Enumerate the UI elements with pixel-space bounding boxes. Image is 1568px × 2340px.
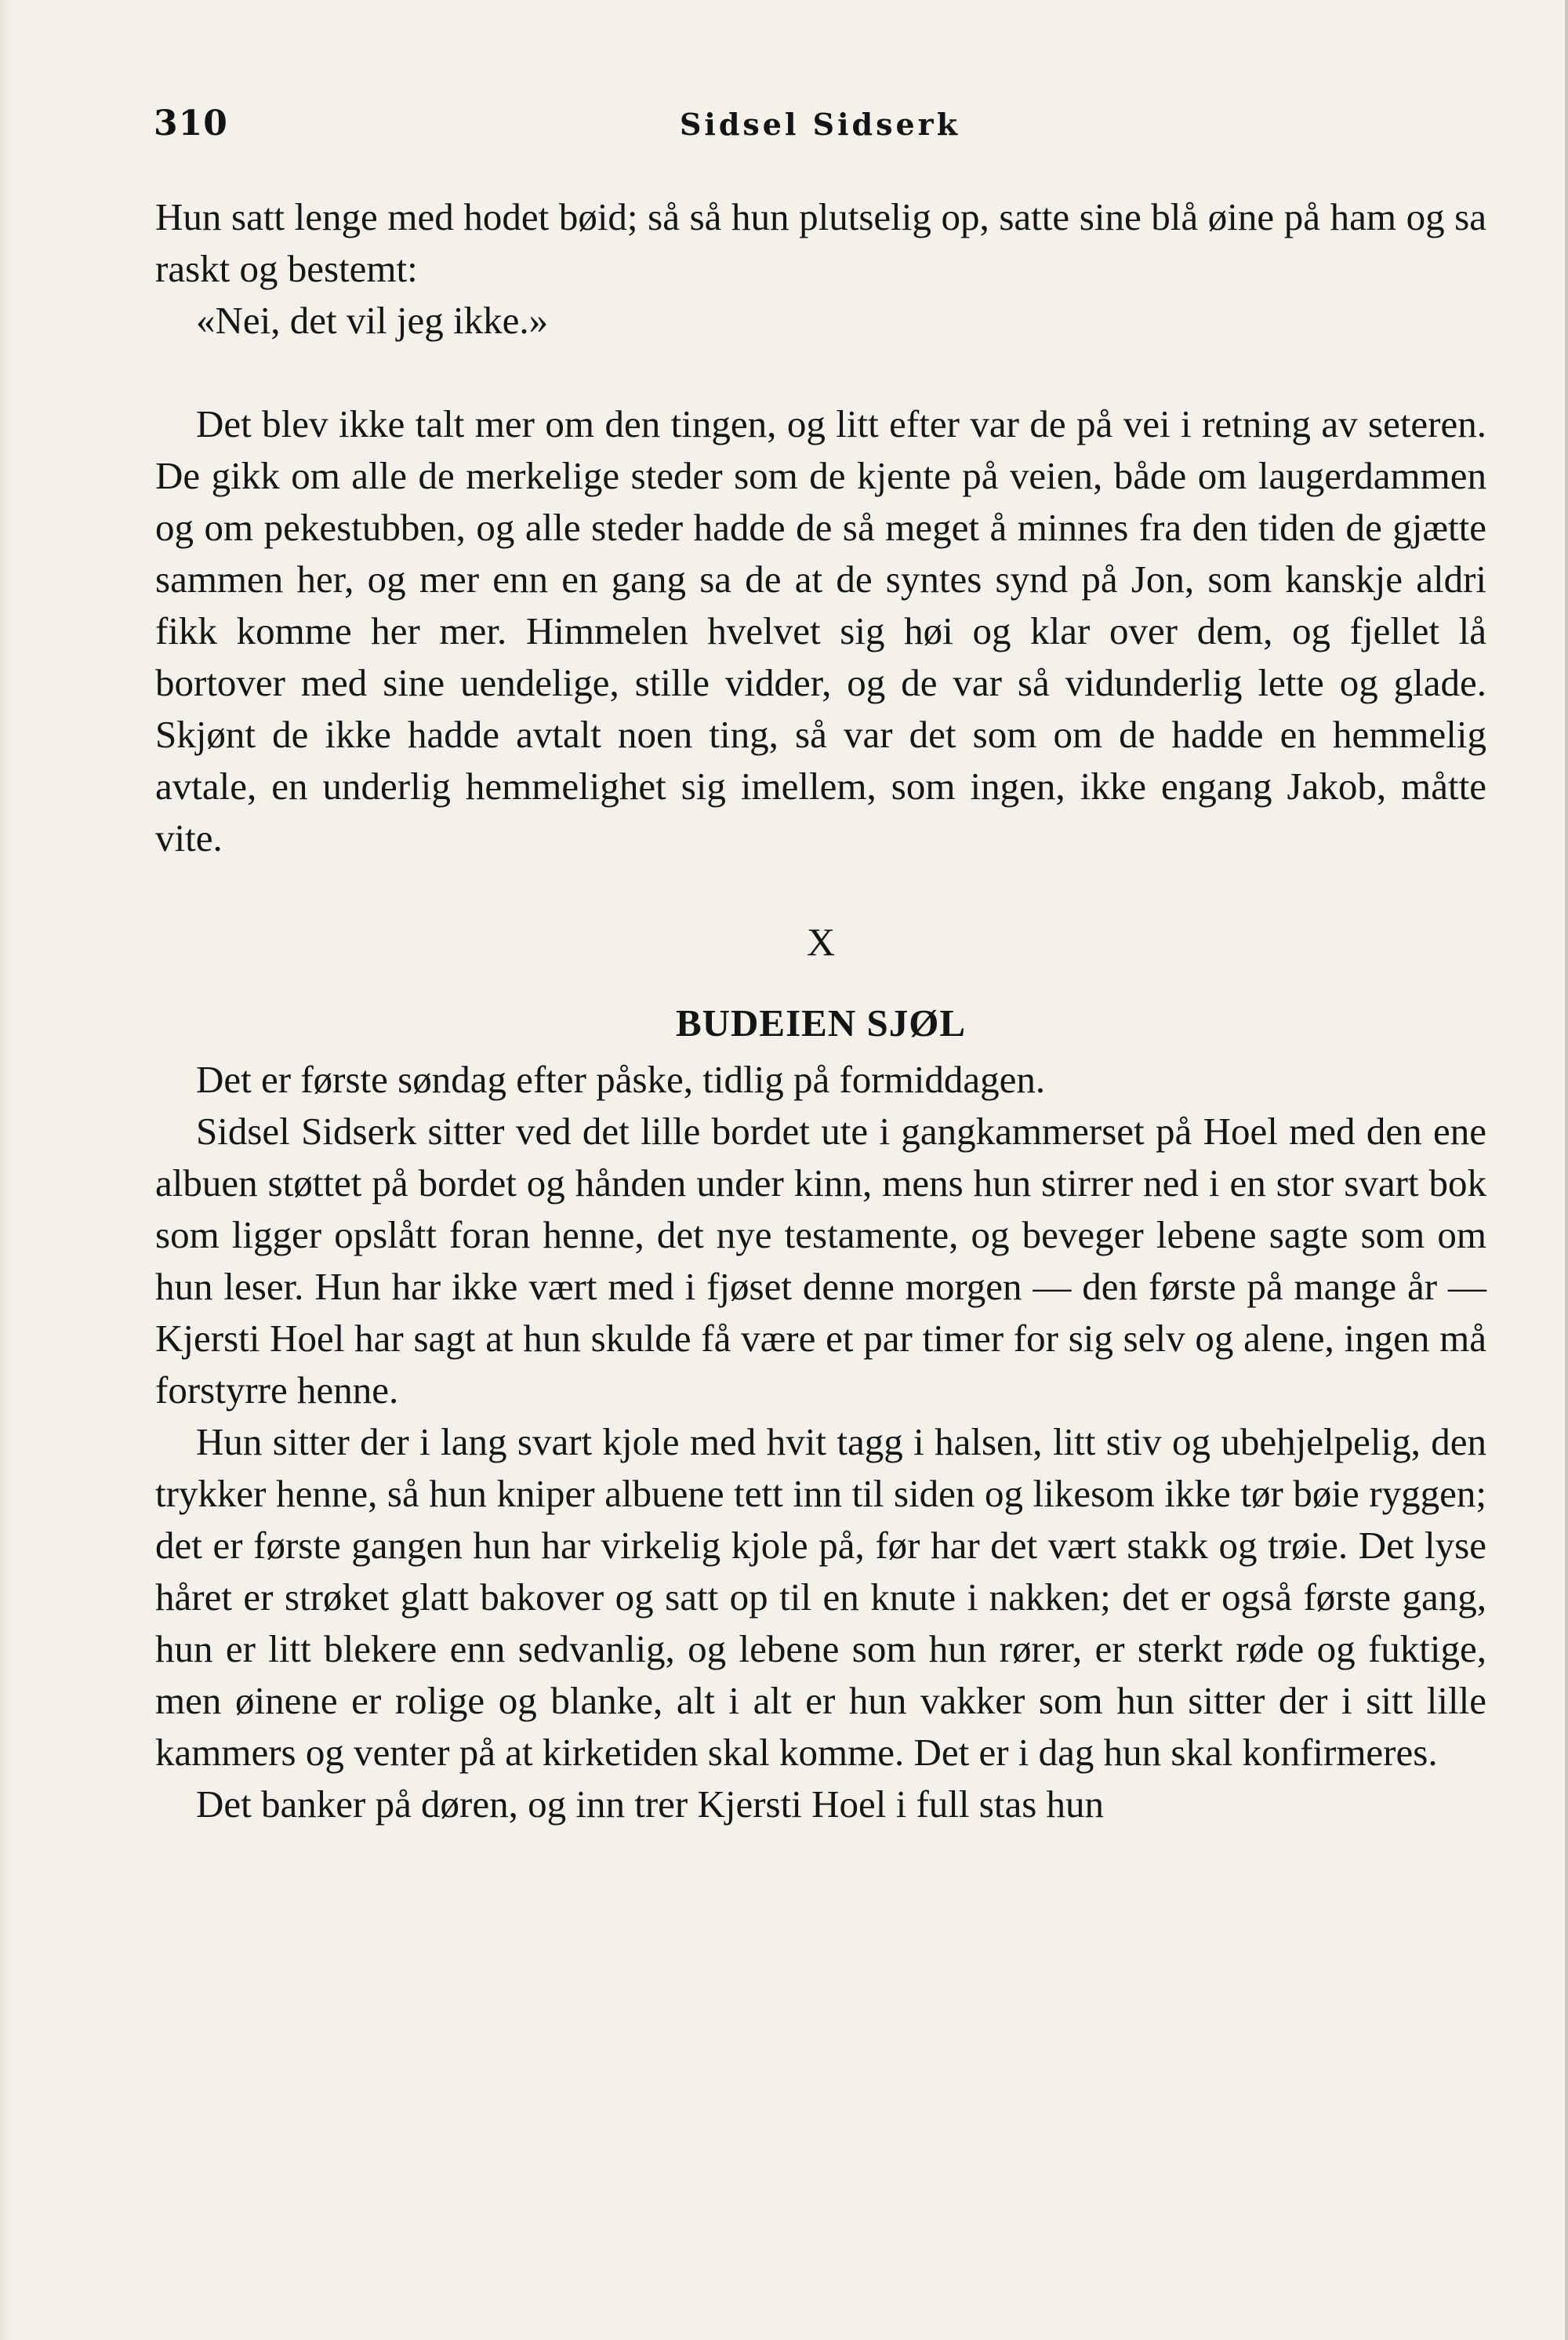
paragraph: Det er første søndag efter påske, tidlig på formiddagen. <box>196 1058 1046 1101</box>
paragraph: Hun sitter der i lang svart kjole med hvit tagg i halsen, litt stiv og ubehjelpelig, den trykker henne, så hun kniper albuene tett inn til siden og likesom ikke tør bøie ryggen; det er første gangen hun har virkelig kjole på, før har det vært stakk og trøie. Det lyse håret er strøket glatt bakover og satt op til en knute i nakken; det er også første gang, hun er litt blekere enn sedvanlig, og lebene som hun rører, er sterkt røde og fuktige, men øinene er rolige og blanke, alt i alt er hun vakker som hun sitter der i sitt lille kammers og venter på at kirketiden skal komme. Det er i dag hun skal konfirmeres. <box>155 1420 1486 1774</box>
running-head <box>154 104 1486 151</box>
paragraph: «Nei, det vil jeg ikke.» <box>196 299 549 342</box>
running-title: Sidsel Sidserk <box>679 107 961 142</box>
chapter-title: BUDEIEN SJØL <box>675 1001 967 1045</box>
paragraph: Det banker på døren, og inn trer Kjersti Hoel i full stas hun <box>196 1782 1105 1826</box>
page-number: 310 <box>154 104 228 144</box>
paragraph: Hun satt lenge med hodet bøid; så så hun plutselig op, satte sine blå øine på ham og sa raskt og bestemt: <box>155 195 1486 290</box>
section-break <box>155 347 1486 398</box>
paragraph: Sidsel Sidserk sitter ved det lille bordet ute i gangkammerset på Hoel med den ene albuen støttet på bordet og hånden under kinn, mens hun stirrer ned i en stor svart bok som ligger opslått foran henne, det nye testamente, og beveger lebene sagte som om hun leser. Hun har ikke vært med i fjøset denne morgen — den første på mange år — Kjersti Hoel har sagt at hun skulde få være et par timer for sig selv og alene, ingen må forstyrre henne. <box>155 1110 1486 1412</box>
paragraph: Det blev ikke talt mer om den tingen, og litt efter var de på vei i retning av seteren. De gikk om alle de merkelige steder som de kjente på veien, både om laugerdammen og om pekestubben, og alle steder hadde de så meget å minnes fra den tiden de gjætte sammen her, og mer enn en gang sa de at de syntes synd på Jon, som kanskje aldri fikk komme her mer. Himmelen hvelvet sig høi og klar over dem, og fjellet lå bortover med sine uendelige, stille vidder, og de var så vidunderlig lette og glade. Skjønt de ikke hadde avtalt noen ting, så var det som om de hadde en hemmelig avtale, en underlig hemmelighet sig imellem, som ingen, ikke engang Jakob, måtte vite. <box>155 402 1486 859</box>
body-text <box>155 191 1486 1830</box>
chapter-number: X <box>806 920 836 964</box>
page-gutter-shadow <box>0 0 11 2340</box>
